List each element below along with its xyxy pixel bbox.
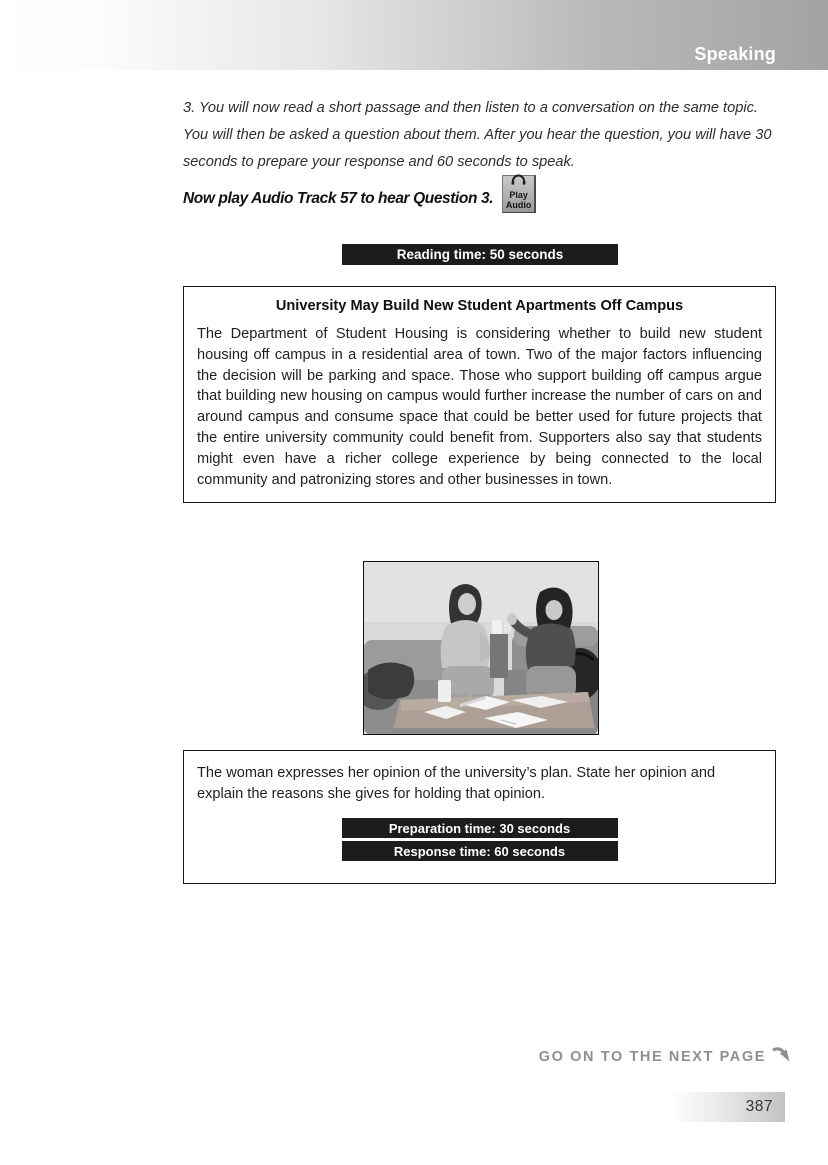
audio-instruction xyxy=(183,175,536,213)
question-box xyxy=(183,750,776,884)
page-number-box xyxy=(670,1092,785,1122)
play-audio-button[interactable] xyxy=(502,175,536,213)
reading-time-label: Reading time: 50 seconds xyxy=(396,247,564,262)
reading-time-bar xyxy=(342,244,618,265)
question-text: The woman expresses her opinion of the university’s plan. State her opinion and explain the reasons she gives for holding that opinion. xyxy=(197,765,716,802)
play-audio-label-line1: Play xyxy=(509,190,528,200)
audio-instruction-label: Now play Audio Track 57 to hear Question 3. xyxy=(183,190,494,207)
preparation-time-label: Preparation time: 30 seconds xyxy=(388,820,571,836)
response-time-bar xyxy=(342,841,618,861)
next-page-label: GO ON TO THE NEXT PAGE xyxy=(538,1048,766,1065)
preparation-time-bar xyxy=(342,818,618,838)
page-number: 387 xyxy=(745,1098,773,1115)
response-time-label: Response time: 60 seconds xyxy=(393,843,566,859)
headphones-icon xyxy=(510,172,527,190)
next-page-arrow-icon xyxy=(772,1046,791,1067)
section-header-band xyxy=(0,0,828,70)
time-bars xyxy=(197,818,762,861)
conversation-photo xyxy=(363,561,599,735)
instructions-paragraph: 3. You will now read a short passage and then listen to a conversation on the same topic. You will then be asked a question about them. After you hear the question, you will have 30 seconds to prepare your response and 60 seconds to speak. xyxy=(183,100,772,170)
play-audio-label-line2: Audio xyxy=(505,199,532,210)
passage-box xyxy=(183,286,776,503)
passage-title: University May Build New Student Apartments Off Campus xyxy=(275,298,684,314)
next-page-notice xyxy=(539,1046,791,1067)
passage-body: The Department of Student Housing is considering whether to build new student housing off campus in a residential area of town. Two of the major factors influencing the decision will be parking and space. Those who support building off campus argue that building new housing on campus would further increase the number of cars on and around campus and consume space that could be better used for future projects that the entire university community could benefit from. Supporters also say that students might even have a richer college experience by being connected to the local community and patronizing stores and other businesses in town. xyxy=(197,326,762,488)
section-title: Speaking xyxy=(694,44,776,64)
